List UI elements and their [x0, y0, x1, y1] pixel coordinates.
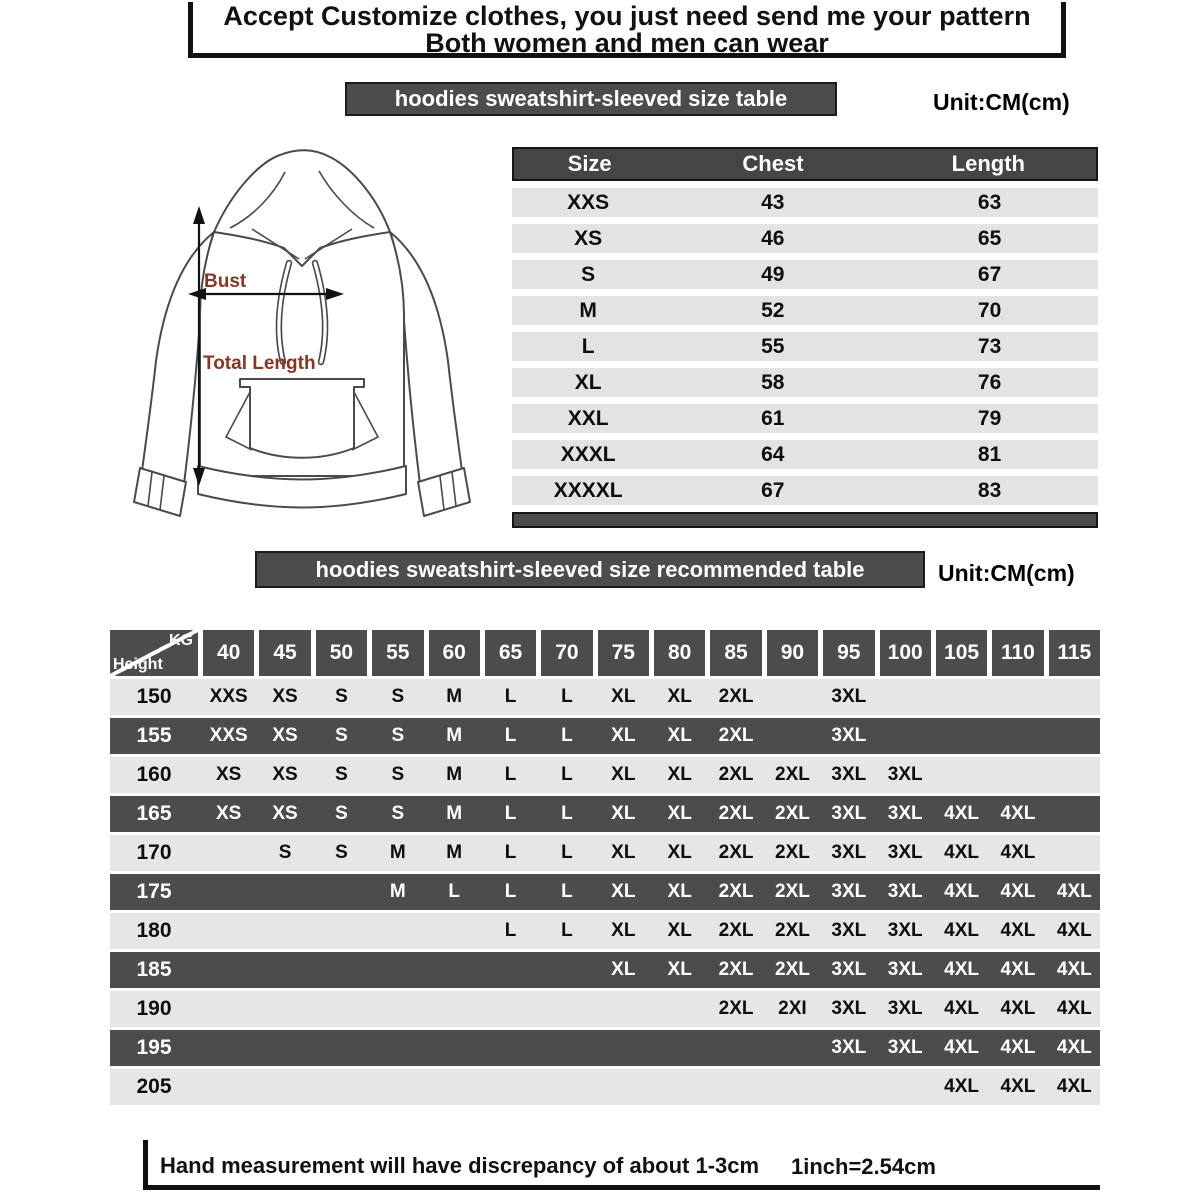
table-row: [512, 476, 1098, 505]
matrix-cell: L: [504, 920, 517, 941]
page-title-line2: Both women and men can wear: [425, 28, 829, 58]
matrix-cell: 3XL: [831, 725, 867, 746]
matrix-cell: XL: [667, 959, 692, 980]
row-height-label: 190: [136, 997, 172, 1020]
matrix-cell: S: [278, 842, 292, 863]
matrix-cell: XS: [272, 725, 298, 746]
matrix-cell: 4XL: [944, 1037, 979, 1058]
cell-length: 81: [977, 442, 1002, 466]
matrix-cell: 2XL: [718, 803, 754, 824]
cell-chest: 46: [761, 226, 785, 250]
matrix-cell: 2XL: [718, 959, 754, 980]
hoodie-pocket: [240, 379, 364, 458]
matrix-cell: M: [389, 842, 406, 863]
matrix-cell: XL: [611, 725, 636, 746]
matrix-cell: S: [335, 764, 348, 785]
row-height-label: 170: [136, 841, 172, 864]
table-row: [512, 296, 1098, 325]
kg-column-header: 70: [541, 630, 592, 676]
matrix-cell: 4XL: [944, 803, 979, 824]
cell-size: XXXXL: [553, 478, 623, 502]
matrix-cell: 3XL: [887, 764, 923, 785]
size-table-header: [512, 147, 1098, 181]
table-row: [512, 224, 1098, 253]
row-height-label: 175: [136, 880, 172, 903]
page-title: [188, 2, 1066, 58]
cell-size: XS: [574, 226, 603, 250]
cell-chest: 52: [761, 298, 785, 322]
table-row: [512, 188, 1098, 217]
table-row: [512, 404, 1098, 433]
cell-length: 76: [977, 370, 1002, 394]
matrix-cell: 2XL: [775, 842, 810, 863]
matrix-cell: S: [391, 686, 405, 707]
matrix-cell: 4XL: [944, 920, 979, 941]
kg-column-header: 80: [654, 630, 705, 676]
cell-size: XXS: [567, 190, 610, 214]
hoodie-diagram: [102, 136, 502, 546]
matrix-cell: 3XL: [831, 842, 867, 863]
matrix-cell: XL: [667, 764, 692, 785]
matrix-cell: M: [446, 842, 463, 863]
matrix-cell: XL: [667, 725, 692, 746]
matrix-cell: M: [446, 725, 463, 746]
corner-height-label: Height: [113, 656, 163, 673]
size-table-body: [512, 188, 1098, 505]
matrix-row: [110, 991, 1100, 1027]
matrix-cell: XXS: [209, 725, 248, 746]
kg-column-header: 85: [710, 630, 761, 676]
matrix-cell: XL: [611, 842, 636, 863]
table-row: [512, 368, 1098, 397]
matrix-cell: 2XL: [718, 881, 754, 902]
matrix-cell: 3XL: [887, 1037, 923, 1058]
total-length-label: Total Length: [203, 353, 316, 374]
cell-length: 79: [977, 406, 1002, 430]
matrix-row: [110, 757, 1100, 793]
matrix-cell: 3XL: [887, 842, 923, 863]
matrix-cell: 4XL: [1000, 959, 1036, 980]
matrix-cell: XL: [611, 959, 636, 980]
matrix-cell: L: [504, 686, 517, 707]
matrix-cell: 3XL: [831, 803, 867, 824]
matrix-cell: L: [561, 686, 573, 707]
matrix-cell: 2XL: [718, 842, 754, 863]
kg-column-header: 60: [429, 630, 480, 676]
matrix-cell: L: [561, 803, 573, 824]
kg-column-header: 45: [259, 630, 310, 676]
matrix-cell: XXS: [209, 686, 248, 707]
matrix-cell: 4XL: [944, 959, 979, 980]
row-height-label: 195: [136, 1036, 172, 1059]
corner-kg-label: KG: [169, 632, 193, 649]
matrix-cell: 2XL: [718, 998, 754, 1019]
size-table: [512, 147, 1098, 528]
cell-length: 83: [977, 478, 1002, 502]
matrix-cell: 4XL: [944, 998, 979, 1019]
matrix-cell: XL: [611, 686, 636, 707]
matrix-row: [110, 1030, 1100, 1066]
matrix-cell: 2XL: [775, 920, 810, 941]
matrix-cell: 4XL: [1000, 920, 1036, 941]
table-row: [512, 260, 1098, 289]
matrix-cell: 4XL: [1056, 998, 1092, 1019]
matrix-cell: XS: [216, 803, 242, 824]
bust-label: Bust: [204, 271, 247, 292]
cell-size: XL: [574, 370, 602, 394]
row-height-label: 180: [136, 919, 172, 942]
matrix-cell: 2XL: [718, 686, 754, 707]
matrix-cell: 4XL: [1000, 881, 1036, 902]
kg-column-header: 65: [485, 630, 536, 676]
matrix-cell: S: [335, 842, 348, 863]
matrix-cell: S: [335, 725, 348, 746]
size-table-unit: Unit:CM(cm): [933, 89, 1070, 115]
matrix-cell: XL: [611, 920, 636, 941]
kg-column-header: 50: [316, 630, 367, 676]
matrix-cell: XL: [667, 686, 692, 707]
kg-column-header: 55: [372, 630, 423, 676]
matrix-cell: 2XL: [775, 881, 810, 902]
matrix-cell: L: [561, 725, 573, 746]
kg-column-header: 40: [203, 630, 254, 676]
matrix-cell: 2XI: [778, 998, 807, 1019]
matrix-cell: 4XL: [1000, 998, 1036, 1019]
matrix-cell: 3XL: [887, 959, 923, 980]
cell-chest: 67: [761, 478, 785, 502]
matrix-cell: 4XL: [944, 881, 979, 902]
matrix-corner-cell: [110, 630, 198, 676]
matrix-row: [110, 952, 1100, 988]
matrix-cell: XL: [667, 803, 692, 824]
recommended-table-banner: hoodies sweatshirt-sleeved size recommended table: [255, 551, 925, 588]
matrix-cell: L: [561, 881, 573, 902]
matrix-cell: 3XL: [831, 881, 867, 902]
col-length: Length: [951, 151, 1025, 176]
matrix-cell: S: [391, 803, 405, 824]
matrix-row: [110, 718, 1100, 754]
matrix-cell: 2XL: [718, 920, 754, 941]
matrix-cell: 3XL: [887, 920, 923, 941]
cell-chest: 58: [761, 370, 785, 394]
cell-length: 63: [977, 190, 1002, 214]
kg-column-header: 95: [823, 630, 874, 676]
matrix-cell: 3XL: [887, 998, 923, 1019]
matrix-cell: XL: [667, 881, 692, 902]
cell-size: XXL: [567, 406, 609, 430]
matrix-cell: 4XL: [1056, 1037, 1092, 1058]
cell-chest: 55: [761, 334, 785, 358]
kg-column-header: 105: [936, 630, 987, 676]
table-row: [512, 332, 1098, 361]
matrix-cell: 4XL: [944, 842, 979, 863]
matrix-cell: M: [389, 881, 406, 902]
matrix-cell: L: [448, 881, 460, 902]
kg-column-header: 115: [1049, 630, 1100, 676]
matrix-cell: XS: [272, 686, 298, 707]
matrix-cell: XL: [667, 920, 692, 941]
matrix-cell: 3XL: [831, 1037, 867, 1058]
kg-column-header: 75: [598, 630, 649, 676]
matrix-cell: M: [446, 803, 463, 824]
footnote: [143, 1140, 1100, 1190]
matrix-cell: 4XL: [1000, 1037, 1036, 1058]
cell-size: M: [579, 298, 597, 322]
matrix-cell: XS: [272, 764, 298, 785]
matrix-cell: L: [504, 803, 517, 824]
cell-length: 65: [977, 226, 1002, 250]
matrix-cell: 2XL: [775, 803, 810, 824]
matrix-cell: L: [504, 764, 517, 785]
matrix-cell: XL: [611, 764, 636, 785]
matrix-cell: L: [561, 842, 573, 863]
inch-conversion: 1inch=2.54cm: [791, 1154, 936, 1179]
matrix-cell: L: [561, 920, 573, 941]
matrix-cell: 4XL: [1056, 1076, 1092, 1097]
matrix-cell: 2XL: [718, 764, 754, 785]
kg-column-header: 90: [767, 630, 818, 676]
row-height-label: 185: [136, 958, 172, 981]
matrix-body: [110, 679, 1100, 1105]
matrix-cell: M: [446, 764, 463, 785]
matrix-cell: 4XL: [1000, 803, 1036, 824]
matrix-cell: 3XL: [831, 959, 867, 980]
col-size: Size: [567, 151, 612, 176]
matrix-row: [110, 1069, 1100, 1105]
cell-length: 73: [977, 334, 1002, 358]
matrix-cell: L: [504, 725, 517, 746]
matrix-cell: XL: [667, 842, 692, 863]
cell-size: S: [581, 262, 596, 286]
matrix-cell: XS: [272, 803, 298, 824]
matrix-cell: S: [335, 686, 348, 707]
cell-size: L: [581, 334, 595, 358]
row-height-label: 155: [136, 724, 172, 747]
matrix-cell: 4XL: [1056, 920, 1092, 941]
matrix-cell: 2XL: [775, 764, 810, 785]
size-table-banner: hoodies sweatshirt-sleeved size table: [345, 82, 837, 116]
matrix-row: [110, 913, 1100, 949]
matrix-cell: 4XL: [944, 1076, 979, 1097]
matrix-row: [110, 796, 1100, 832]
row-height-label: 165: [136, 802, 172, 825]
matrix-cell: XL: [611, 803, 636, 824]
matrix-cell: 4XL: [1000, 842, 1036, 863]
table-row: [512, 440, 1098, 469]
page-title-line1: Accept Customize clothes, you just need send me your pattern: [223, 1, 1031, 31]
matrix-cell: L: [504, 881, 517, 902]
kg-column-header: 100: [880, 630, 931, 676]
cell-length: 67: [977, 262, 1002, 286]
matrix-cell: 3XL: [831, 998, 867, 1019]
matrix-cell: 2XL: [775, 959, 810, 980]
kg-column-header: 110: [992, 630, 1043, 676]
matrix-cell: 3XL: [887, 881, 923, 902]
matrix-header: [110, 630, 1100, 676]
matrix-cell: S: [335, 803, 348, 824]
matrix-row: [110, 679, 1100, 715]
matrix-cell: L: [504, 842, 517, 863]
col-chest: Chest: [742, 151, 804, 176]
row-height-label: 205: [136, 1075, 172, 1098]
cell-chest: 49: [761, 262, 785, 286]
matrix-cell: 2XL: [718, 725, 754, 746]
matrix-cell: 4XL: [1056, 959, 1092, 980]
row-height-label: 160: [136, 763, 172, 786]
cell-size: XXXL: [560, 442, 616, 466]
matrix-cell: 4XL: [1056, 881, 1092, 902]
matrix-cell: S: [391, 764, 405, 785]
matrix-cell: L: [561, 764, 573, 785]
matrix-cell: M: [446, 686, 463, 707]
cell-chest: 61: [761, 406, 785, 430]
matrix-cell: 3XL: [831, 764, 867, 785]
recommended-table-unit: Unit:CM(cm): [938, 560, 1075, 586]
matrix-cell: XL: [611, 881, 636, 902]
matrix-cell: 3XL: [831, 686, 867, 707]
matrix-cell: 4XL: [1000, 1076, 1036, 1097]
recommendation-matrix: [110, 630, 1100, 1105]
matrix-row: [110, 835, 1100, 871]
cell-length: 70: [977, 298, 1002, 322]
matrix-cell: 3XL: [831, 920, 867, 941]
matrix-cell: S: [391, 725, 405, 746]
matrix-cell: XS: [216, 764, 242, 785]
cell-chest: 64: [761, 442, 785, 466]
measurement-note: Hand measurement will have discrepancy of about 1-3cm: [160, 1153, 760, 1178]
matrix-row: [110, 874, 1100, 910]
row-height-label: 150: [136, 685, 172, 708]
matrix-cell: 3XL: [887, 803, 923, 824]
cell-chest: 43: [761, 190, 785, 214]
size-table-footer-bar: [512, 512, 1098, 528]
